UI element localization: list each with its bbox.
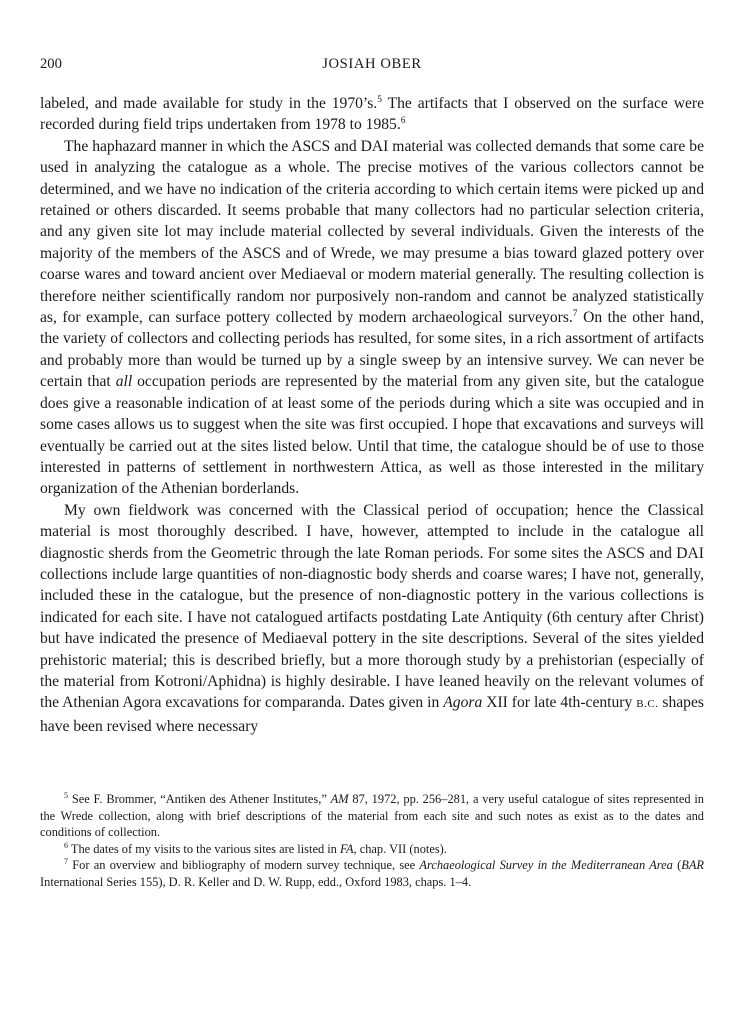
footnote-number: 7 <box>64 857 68 867</box>
footnote-6: $^6$ The dates of my visits to the various sites are listed in FA, chap. VII (notes). <box>64 840 447 856</box>
footnotes <box>40 791 704 891</box>
page-header <box>40 56 704 78</box>
footnote-number: 6 <box>64 840 68 850</box>
footnote-ref: 7 <box>572 308 578 319</box>
page-number: 200 <box>40 56 62 72</box>
paragraph-3: My own fieldwork was concerned with the Classical period of occupation; hence the Classical material is most thoroughly described. I have, however, attempted to include in the catalogue all diagnostic sherds from the Geometric through the late Roman periods. For some sites the ASCS and DAI collections include large quantities of non-diagnostic body sherds and coarse wares; I have not, generally, included these in the catalogue, but the presence of non-diagnostic pottery in the various collections is indicated for each site. I have not catalogued artifacts postdating Late Antiquity (6th century after Christ) but have indicated the presence of Mediaeval pottery in the site descriptions. Several of the sites yielded prehistoric material; this is described briefly, but a more thorough study by a prehistorian (especially of the material from Kotroni/Aphidna) is highly desirable. I have leaned heavily on the relevant volumes of the Athenian Agora excavations for comparanda. Dates given in Agora XII for late 4th-century B.C. shapes have been revised where necessary <box>40 501 704 735</box>
running-head: JOSIAH OBER <box>322 56 422 72</box>
paragraph-1: labeled, and made available for study in the 1970’s.$^5$ The artifacts that I observed on the surface were recorded during field trips undertaken from 1978 to 1985.$^6$ <box>40 94 705 134</box>
footnote-5: $^5$ See F. Brommer, “Antiken des Athener Institutes,” AM 87, 1972, pp. 256–281, a very useful catalogue of sites represented in the Wrede collection, along with brief descriptions of the material from each site and such notes as exist as to the dates and conditions of collection. <box>40 790 704 840</box>
footnote-ref: 5 <box>377 94 382 105</box>
body-text <box>40 93 704 737</box>
footnote-ref: 6 <box>400 116 406 127</box>
footnote-number: 5 <box>64 790 68 800</box>
footnote-7: $^7$ For an overview and bibliography of modern survey technique, see Archaeological Survey in the Mediterranean Area (BAR International Series 155), D. R. Keller and D. W. Rupp, edd., Oxford 1983, chaps. 1–4. <box>40 857 704 889</box>
paragraph-2: The haphazard manner in which the ASCS and DAI material was collected demands that some care be used in analyzing the catalogue as a whole. The precise motives of the various collectors cannot be determined, and we have no indication of the criteria according to which certain items were picked up and retained or others discarded. It seems probable that many collectors had no particular selection criteria, and any given site lot may include material collected by several individuals. Given the interests of the majority of the members of the ASCS and of Wrede, we may presume a bias toward glazed pottery over coarse wares and toward ancient over Mediaeval or modern material generally. The resulting collection is therefore neither scientifically random nor purposively non-random and cannot be analyzed statistically as, for example, can surface pottery collected by modern archaeological surveyors.$^7$ On the other hand, the variety of collectors and collecting periods has resulted, for some sites, in a rich assortment of artifacts and probably more than would be turned up by a single sweep by an intensive survey. We can never be certain that all occupation periods are represented by the material from any given site, but the catalogue does give a reasonable indication of at least some of the periods during which a site was occupied and in some cases allows us to suggest when the site was first occupied. I hope that excavations and surveys will eventually be carried out at the sites listed below. Until that time, the catalogue should be of use to those interested in patterns of settlement in northwestern Attica, as well as those interested in the military organization of the Athenian borderlands. <box>40 137 704 498</box>
